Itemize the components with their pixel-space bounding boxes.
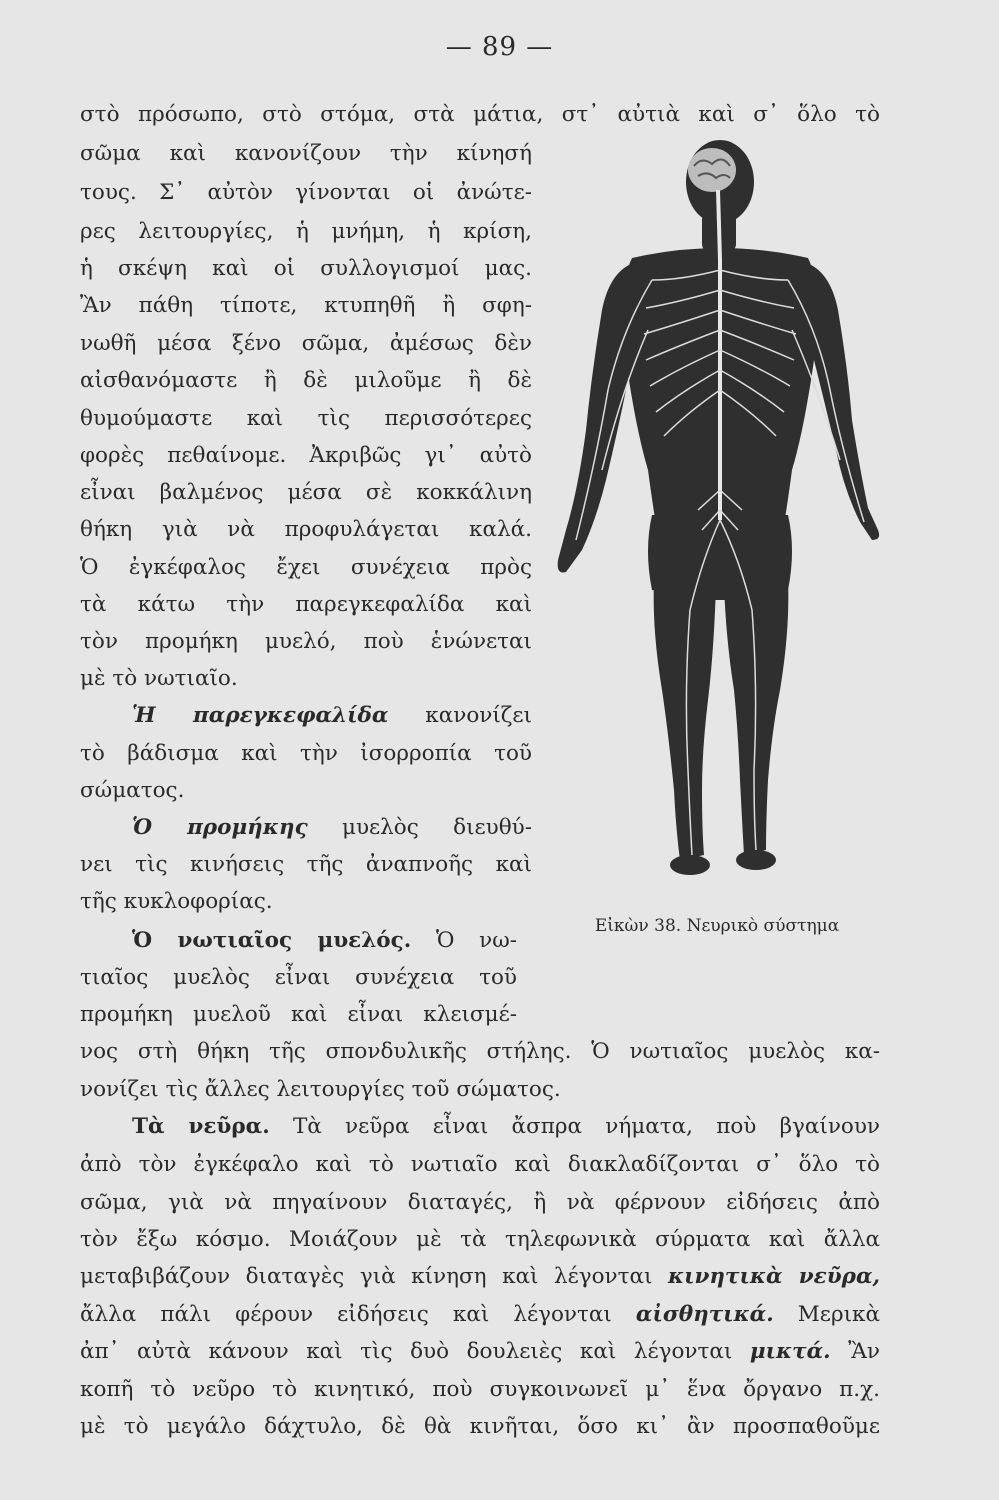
- text-line: σώματος.: [80, 778, 185, 803]
- paragraph-parenkefalida-first-line: [132, 705, 532, 727]
- text-line: τους. Σ᾿ αὐτὸν γίνονται οἱ ἀνώτε-: [80, 180, 532, 205]
- term-aisthitika: αἰσθητικά.: [635, 1302, 774, 1327]
- paragraph-promikis-first-line: [132, 817, 532, 839]
- heading-neura: Τὰ νεῦρα.: [132, 1114, 270, 1139]
- text-span: Ὁ νω-: [435, 928, 518, 953]
- text-line: τιαῖος μυελὸς εἶναι συνέχεια τοῦ: [80, 965, 517, 990]
- heading-notiaios: Ὁ νωτιαῖος μυελός.: [132, 928, 412, 953]
- text-line: αἰσθανόμαστε ἢ δὲ μιλοῦμε ἢ δὲ: [80, 368, 532, 393]
- text-line: μὲ τὸ νωτιαῖο.: [80, 666, 238, 691]
- text-span: Ἂν: [848, 1339, 880, 1364]
- text-line: θυμούμαστε καὶ τὶς περισσότερες: [80, 406, 532, 431]
- paragraph-notiaios-first-line: [132, 930, 517, 952]
- text-line: τὸν ἔξω κόσμο. Μοιάζουν μὲ τὰ τηλεφωνικὰ σύρματα καὶ ἄλλα: [80, 1227, 880, 1252]
- text-line: νος στὴ θήκη τῆς σπονδυλικῆς στήλης. Ὁ νωτιαῖος μυελὸς κα-: [80, 1039, 880, 1064]
- text-line: [80, 1266, 880, 1288]
- text-span: μεταβιβάζουν διαταγὲς γιὰ κίνηση καὶ λέγονται: [80, 1264, 653, 1289]
- text-span: Μερικὰ: [797, 1302, 880, 1327]
- text-line: προμήκη μυελοῦ καὶ εἶναι κλεισμέ-: [80, 1002, 517, 1027]
- figure-caption: Εἰκὼν 38. Νευρικὸ σύστημα: [594, 916, 840, 936]
- text-line: κοπῆ τὸ νεῦρο τὸ κινητικό, ποὺ συγκοινωνεῖ μ᾿ ἕνα ὄργανο π.χ.: [80, 1377, 880, 1402]
- text-line: νωθῆ μέσα ξένο σῶμα, ἀμέσως δὲν: [80, 331, 532, 356]
- term-mikta: μικτά.: [749, 1339, 831, 1364]
- paragraph-neura-first-line: [132, 1116, 880, 1138]
- text-line: τῆς κυκλοφορίας.: [80, 889, 273, 914]
- text-line: φορὲς πεθαίνομε. Ἀκριβῶς γι᾿ αὐτὸ: [80, 443, 532, 468]
- nervous-system-illustration: [552, 130, 882, 890]
- text-span: ἀπ᾿ αὐτὰ κάνουν καὶ τὶς δυὸ δουλειὲς καὶ λέγονται: [80, 1339, 733, 1364]
- text-line: Ὁ ἐγκέφαλος ἔχει συνέχεια πρὸς: [80, 555, 532, 580]
- nervous-system-figure: [552, 130, 882, 890]
- term-promikis: Ὁ προμήκης: [132, 815, 308, 840]
- text-line: μὲ τὸ μεγάλο δάχτυλο, δὲ θὰ κινῆται, ὅσο κι᾿ ἂν προσπαθοῦμε: [80, 1414, 880, 1439]
- text-line: στὸ πρόσωπο, στὸ στόμα, στὰ μάτια, στ᾿ αὐτιὰ καὶ σ᾿ ὅλο τὸ: [80, 102, 880, 127]
- text-line: τὸν προμήκη μυελό, ποὺ ἑνώνεται: [80, 629, 532, 654]
- text-line: νονίζει τὶς ἄλλες λειτουργίες τοῦ σώματος.: [80, 1077, 561, 1102]
- term-parenkefalida: Ἡ παρεγκεφαλίδα: [132, 703, 389, 728]
- text-line: θήκη γιὰ νὰ προφυλάγεται καλά.: [80, 517, 532, 542]
- text-line: σῶμα καὶ κανονίζουν τὴν κίνησή: [80, 141, 532, 166]
- text-line: σῶμα, γιὰ νὰ πηγαίνουν διαταγές, ἢ νὰ φέρνουν εἰδήσεις ἀπὸ: [80, 1190, 880, 1215]
- text-line: τὸ βάδισμα καὶ τὴν ἰσορροπία τοῦ: [80, 741, 532, 766]
- text-line: εἶναι βαλμένος μέσα σὲ κοκκάλινη: [80, 480, 532, 505]
- text-span: Τὰ νεῦρα εἶναι ἄσπρα νήματα, ποὺ βγαίνουν: [292, 1114, 880, 1139]
- text-line: τὰ κάτω τὴν παρεγκεφαλίδα καὶ: [80, 592, 532, 617]
- page-number: — 89 —: [445, 32, 554, 62]
- text-span: ἄλλα πάλι φέρουν εἰδήσεις καὶ λέγονται: [80, 1302, 612, 1327]
- text-line: ρες λειτουργίες, ἡ μνήμη, ἡ κρίση,: [80, 219, 532, 244]
- text-line: Ἂν πάθη τίποτε, κτυπηθῆ ἢ σφη-: [80, 293, 532, 318]
- text-line: [80, 1341, 880, 1363]
- text-line: [80, 1304, 880, 1326]
- text-line: ἀπὸ τὸν ἐγκέφαλο καὶ τὸ νωτιαῖο καὶ διακλαδίζονται σ᾿ ὅλο τὸ: [80, 1152, 880, 1177]
- text-span: μυελὸς διευθύ-: [342, 815, 532, 840]
- text-line: ἡ σκέψη καὶ οἱ συλλογισμοί μας.: [80, 256, 532, 281]
- text-span: κανονίζει: [425, 703, 532, 728]
- text-line: νει τὶς κινήσεις τῆς ἀναπνοῆς καὶ: [80, 852, 532, 877]
- term-kinitika-neura: κινητικὰ νεῦρα,: [667, 1264, 880, 1289]
